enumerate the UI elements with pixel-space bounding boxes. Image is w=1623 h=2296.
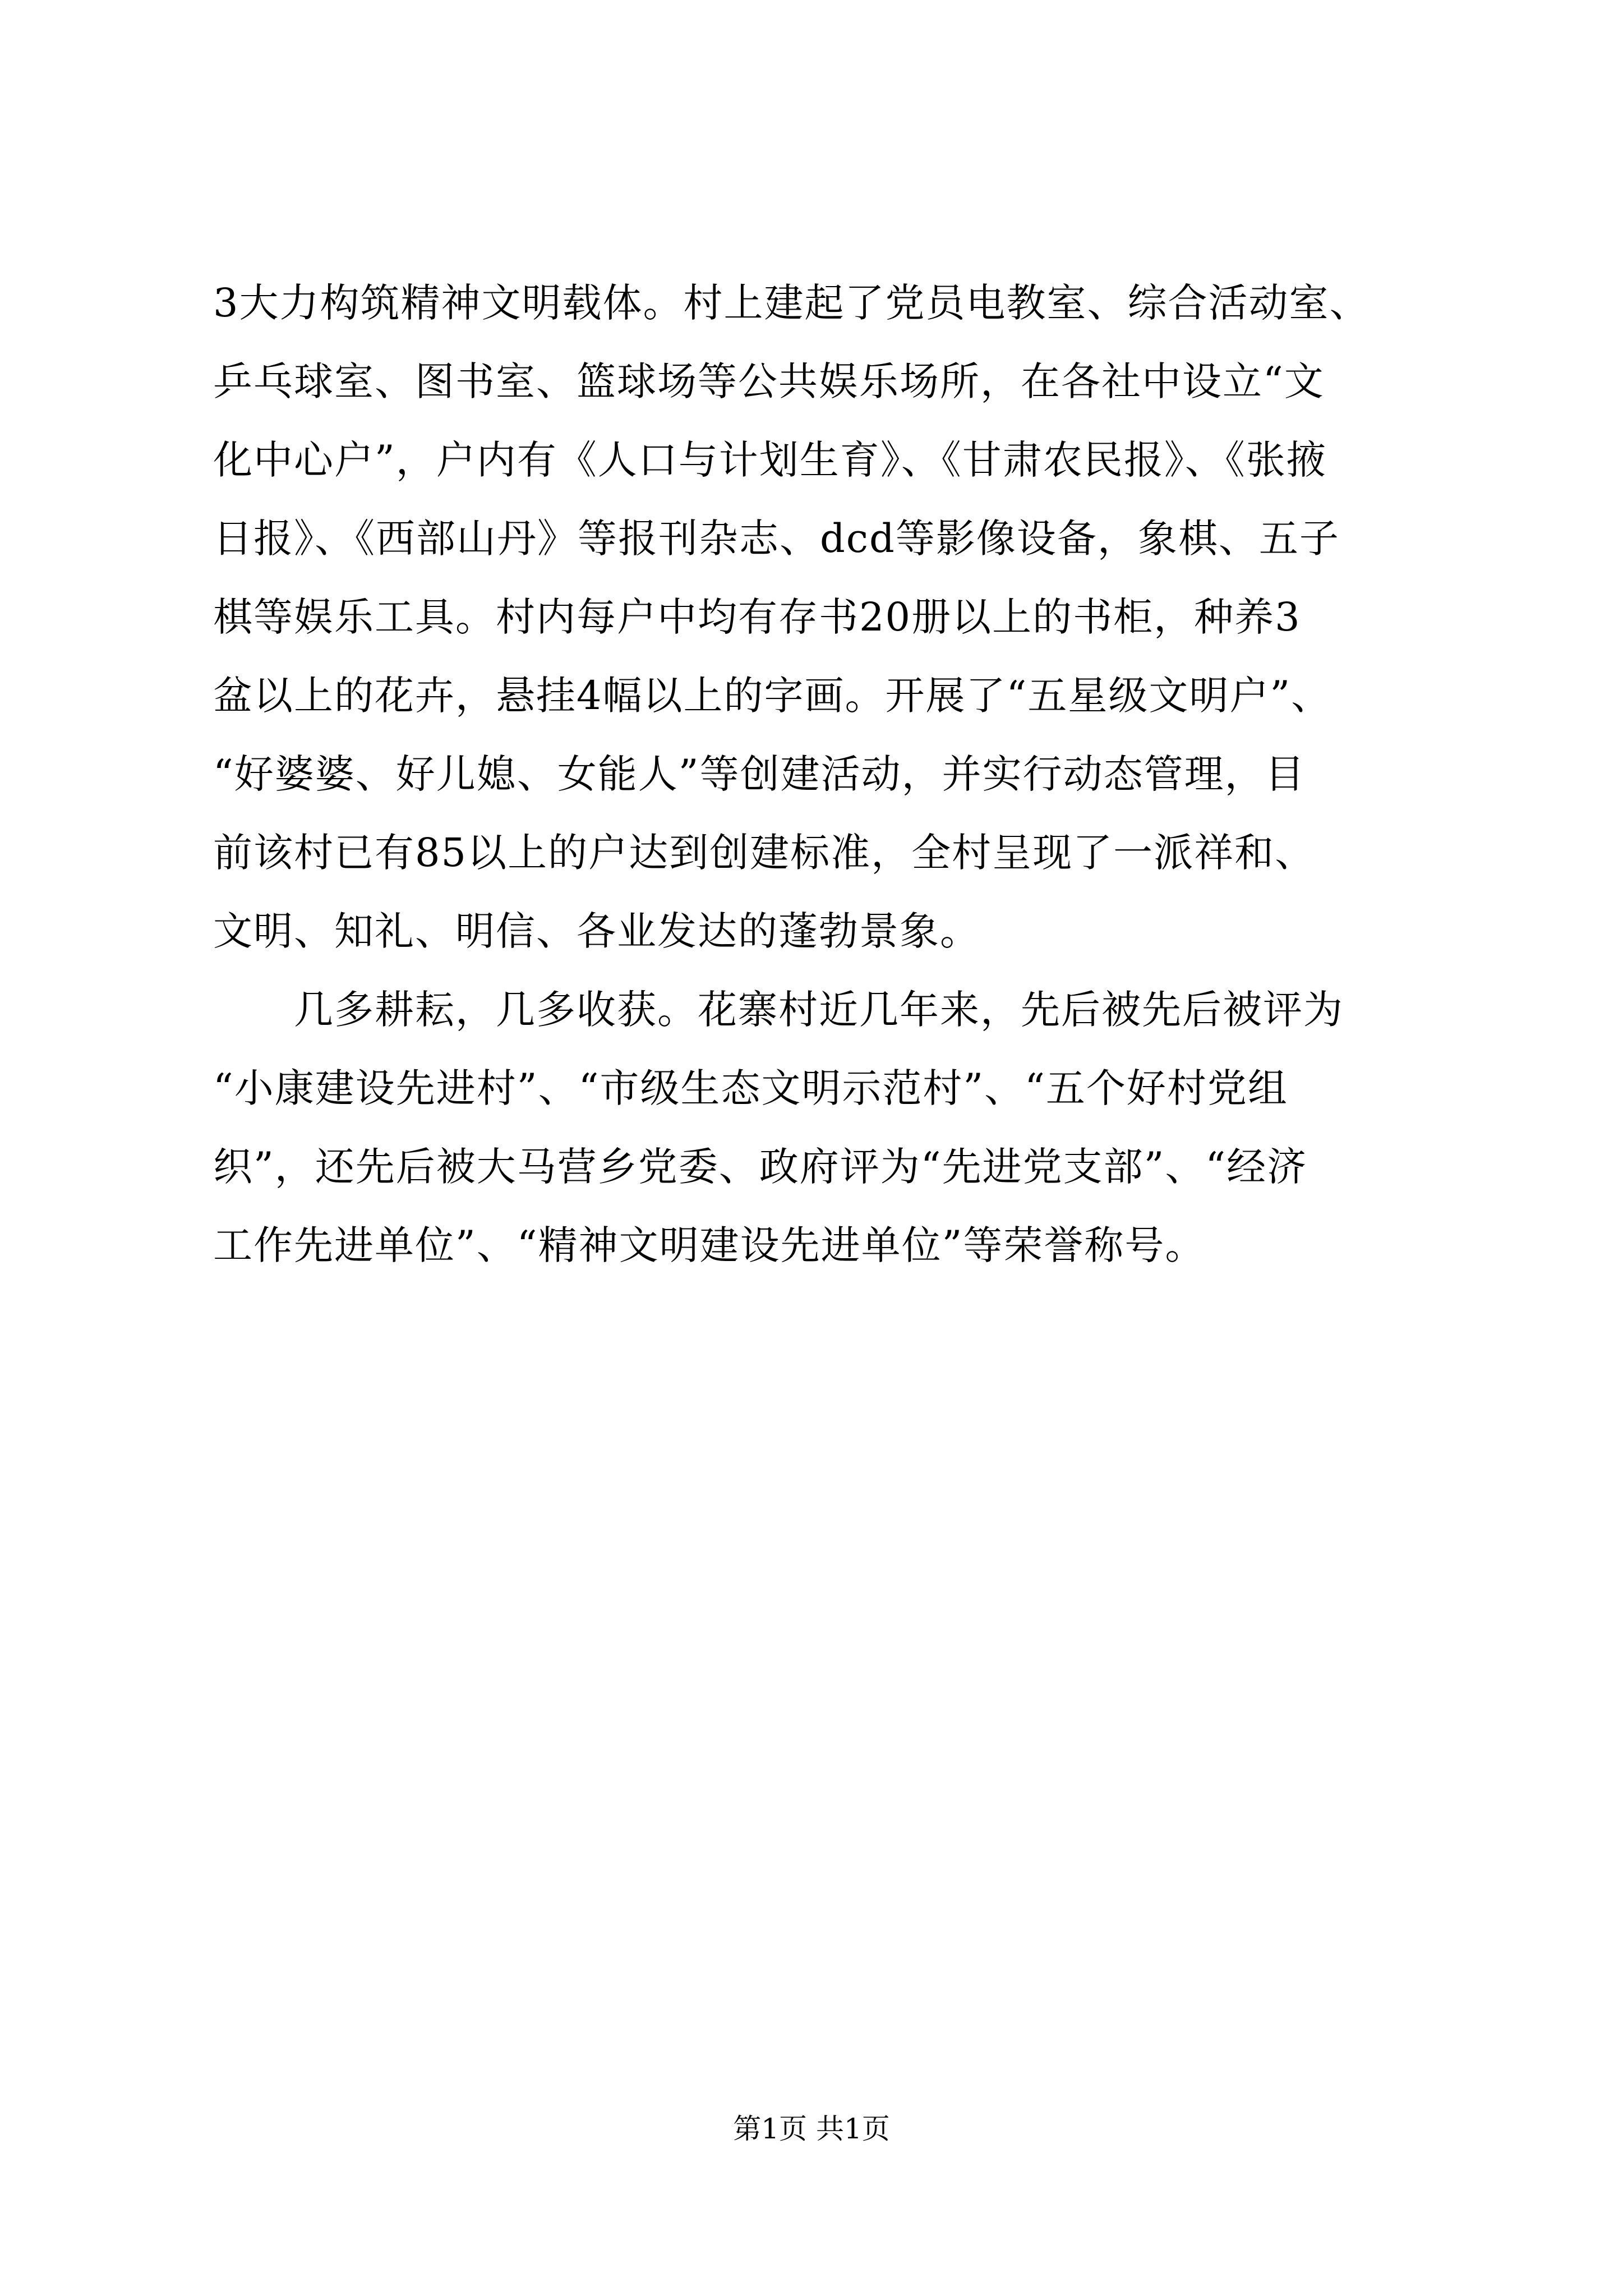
page-number-label: 第1页 共1页 <box>733 2113 890 2145</box>
text-line: 日报》、《西部山丹》等报刊杂志、dcd等影像设备，象棋、五子 <box>213 516 1340 562</box>
paragraph-2 <box>213 970 1447 1285</box>
text-line: “好婆婆、好儿媳、女能人”等创建活动，并实行动态管理，目 <box>213 751 1306 797</box>
page-footer <box>0 2109 1623 2148</box>
text-line: 前该村已有85以上的户达到创建标准，全村呈现了一派祥和、 <box>213 830 1316 876</box>
text-line: 织”，还先后被大马营乡党委、政府评为“先进党支部”、“经济 <box>213 1144 1308 1190</box>
paragraph-1 <box>213 264 1447 970</box>
text-line: “小康建设先进村”、“市级生态文明示范村”、“五个好村党组 <box>213 1065 1288 1111</box>
text-line: 乒乓球室、图书室、篮球场等公共娱乐场所，在各社中设立“文 <box>213 358 1325 404</box>
text-line: 文明、知礼、明信、各业发达的蓬勃景象。 <box>213 908 980 954</box>
text-line: 几多耕耘，几多收获。花寨村近几年来，先后被先后被评为 <box>213 987 1344 1033</box>
text-line: 棋等娱乐工具。村内每户中均有存书20册以上的书柜，种养3 <box>213 594 1301 640</box>
text-line: 工作先进单位”、“精神文明建设先进单位”等荣誉称号。 <box>213 1222 1206 1268</box>
document-body <box>213 264 1447 1285</box>
text-line: 3大力构筑精神文明载体。村上建起了党员电教室、综合活动室、 <box>213 280 1370 326</box>
text-line: 盆以上的花卉，悬挂4幅以上的字画。开展了“五星级文明户”、 <box>213 673 1332 719</box>
text-line: 化中心户”，户内有《人口与计划生育》、《甘肃农民报》、《张掖 <box>213 437 1327 483</box>
